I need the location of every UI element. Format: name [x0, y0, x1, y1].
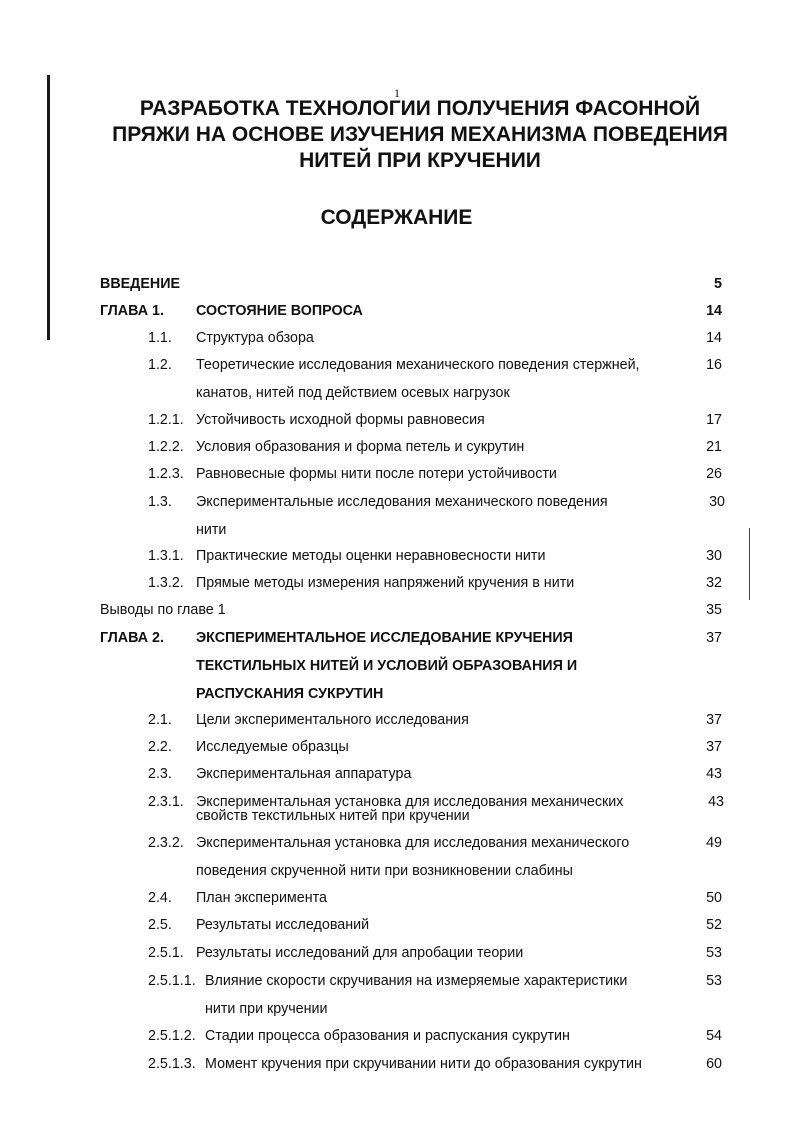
- toc-page-number: 37: [706, 630, 722, 646]
- toc-entry-number: 1.2.1.: [148, 412, 184, 428]
- toc-page-number: 32: [706, 575, 722, 591]
- toc-entry-text: ВВЕДЕНИЕ: [100, 276, 181, 292]
- toc-entry-number: 1.3.2.: [148, 575, 184, 591]
- toc-entry-number: 2.5.1.3.: [148, 1056, 196, 1072]
- toc-entry: [100, 973, 730, 1021]
- title-line: ПРЯЖИ НА ОСНОВЕ ИЗУЧЕНИЯ МЕХАНИЗМА ПОВЕДЕНИЯ: [112, 123, 728, 146]
- toc-entry-introduction: [100, 276, 730, 296]
- toc-entry-text: Момент кручения при скручивании нити до образования сукрутин: [205, 1056, 642, 1072]
- scan-margin-line: [749, 528, 750, 600]
- toc-page-number: 16: [706, 357, 722, 373]
- toc-page-number: 5: [714, 276, 722, 292]
- toc-entry: [100, 945, 730, 965]
- toc-entry: [100, 548, 730, 568]
- toc-entry-chapter-2: [100, 630, 730, 706]
- toc-entry-text: Экспериментальные исследования механического поведения: [196, 494, 608, 510]
- toc-entry-text-continued: РАСПУСКАНИЯ СУКРУТИН: [196, 686, 384, 702]
- toc-entry-text: Исследуемые образцы: [196, 739, 349, 755]
- toc-page-number: 43: [706, 766, 722, 782]
- toc-entry-number: 1.2.3.: [148, 466, 184, 482]
- toc-entry-number: 1.2.2.: [148, 439, 184, 455]
- toc-page-number: 49: [706, 835, 722, 851]
- toc-entry: [100, 494, 730, 542]
- toc-entry-number: 2.3.2.: [148, 835, 184, 851]
- title-line: НИТЕЙ ПРИ КРУЧЕНИИ: [299, 149, 541, 172]
- toc-entry-text-continued: ТЕКСТИЛЬНЫХ НИТЕЙ И УСЛОВИЙ ОБРАЗОВАНИЯ И: [196, 658, 578, 674]
- toc-entry: [100, 330, 730, 350]
- toc-entry-text: Равновесные формы нити после потери устойчивости: [196, 466, 557, 482]
- toc-entry-number: 2.5.: [148, 917, 172, 933]
- toc-entry-text: Практические методы оценки неравновесности нити: [196, 548, 546, 564]
- document-title: [90, 96, 750, 174]
- toc-page-number: 26: [706, 466, 722, 482]
- toc-page-number: 30: [706, 548, 722, 564]
- toc-entry-number: 2.5.1.: [148, 945, 184, 961]
- toc-page-number: 35: [706, 602, 722, 618]
- toc-entry: [100, 357, 730, 405]
- toc-entry-number: ГЛАВА 2.: [100, 630, 164, 646]
- toc-entry: [100, 794, 730, 828]
- toc-entry-number: 1.2.: [148, 357, 172, 373]
- toc-entry: [100, 412, 730, 432]
- toc-page-number: 53: [706, 945, 722, 961]
- toc-entry-text: СОСТОЯНИЕ ВОПРОСА: [196, 303, 363, 319]
- toc-page-number: 17: [706, 412, 722, 428]
- toc-entry-number: 2.3.1.: [148, 794, 184, 810]
- toc-entry-text: Результаты исследований: [196, 917, 370, 933]
- title-line: РАЗРАБОТКА ТЕХНОЛОГИИ ПОЛУЧЕНИЯ ФАСОННОЙ: [139, 97, 701, 120]
- toc-entry: [100, 1056, 730, 1076]
- toc-page-number: 53: [706, 973, 722, 989]
- toc-page-number: 21: [706, 439, 722, 455]
- toc-entry-number: 1.3.1.: [148, 548, 184, 564]
- toc-entry-text: Прямые методы измерения напряжений кручения в нити: [196, 575, 575, 591]
- toc-entry-text: Стадии процесса образования и распускания сукрутин: [205, 1028, 570, 1044]
- toc-entry-number: 2.1.: [148, 712, 172, 728]
- toc-entry-text: Результаты исследований для апробации теории: [196, 945, 524, 961]
- toc-page-number: 14: [706, 330, 722, 346]
- toc-entry-text: Условия образования и форма петель и сукрутин: [196, 439, 525, 455]
- toc-entry-number: 2.3.: [148, 766, 172, 782]
- toc-entry-text-continued: свойств текстильных нитей при кручении: [196, 808, 470, 824]
- toc-entry-number: 1.3.: [148, 494, 172, 510]
- toc-entry-number: 1.1.: [148, 330, 172, 346]
- toc-entry-text: Теоретические исследования механического поведения стержней,: [196, 357, 640, 373]
- toc-entry-text-continued: нити: [196, 522, 227, 538]
- toc-entry-chapter-1: [100, 303, 730, 323]
- toc-entry: [100, 575, 730, 595]
- toc-entry-text: Цели экспериментального исследования: [196, 712, 469, 728]
- contents-heading: СОДЕРЖАНИЕ: [320, 206, 473, 229]
- toc-page-number: 50: [706, 890, 722, 906]
- toc-entry: [100, 739, 730, 759]
- toc-entry-text: План эксперимента: [196, 890, 327, 906]
- toc-entry-text-continued: канатов, нитей под действием осевых нагрузок: [196, 385, 510, 401]
- toc-entry-number: 2.2.: [148, 739, 172, 755]
- toc-entry-number: ГЛАВА 1.: [100, 303, 164, 319]
- toc-entry-text: Экспериментальная установка для исследования механического: [196, 835, 630, 851]
- toc-page-number: 52: [706, 917, 722, 933]
- toc-entry-conclusions: [100, 602, 730, 622]
- toc-entry-number: 2.5.1.1.: [148, 973, 196, 989]
- toc-entry-text: Экспериментальная установка для исследования механических: [196, 794, 624, 810]
- toc-entry: [100, 766, 730, 786]
- toc-page-number: 37: [706, 712, 722, 728]
- toc-entry-text: Выводы по главе 1: [100, 602, 226, 618]
- toc-entry-text: ЭКСПЕРИМЕНТАЛЬНОЕ ИССЛЕДОВАНИЕ КРУЧЕНИЯ: [196, 630, 573, 646]
- toc-entry-text-continued: нити при кручении: [205, 1001, 328, 1017]
- toc-page-number: 14: [706, 303, 722, 319]
- toc-entry-text: Структура обзора: [196, 330, 314, 346]
- page-number: 1: [394, 86, 400, 100]
- toc-entry-number: 2.4.: [148, 890, 172, 906]
- toc-page-number: 54: [706, 1028, 722, 1044]
- toc-entry: [100, 835, 730, 883]
- toc-entry: [100, 1028, 730, 1048]
- toc-page-number: 37: [706, 739, 722, 755]
- toc-entry-number: 2.5.1.2.: [148, 1028, 196, 1044]
- toc-entry: [100, 890, 730, 910]
- toc-entry-text-continued: поведения скрученной нити при возникновении слабины: [196, 863, 573, 879]
- toc-entry: [100, 712, 730, 732]
- toc-entry: [100, 439, 730, 459]
- toc-page-number: 43: [708, 794, 724, 810]
- toc-entry: [100, 917, 730, 937]
- toc-entry-text: Устойчивость исходной формы равновесия: [196, 412, 485, 428]
- toc-entry-text: Влияние скорости скручивания на измеряемые характеристики: [205, 973, 628, 989]
- toc-page-number: 30: [709, 494, 725, 510]
- toc-entry-text: Экспериментальная аппаратура: [196, 766, 412, 782]
- toc-entry: [100, 466, 730, 486]
- toc-page-number: 60: [706, 1056, 722, 1072]
